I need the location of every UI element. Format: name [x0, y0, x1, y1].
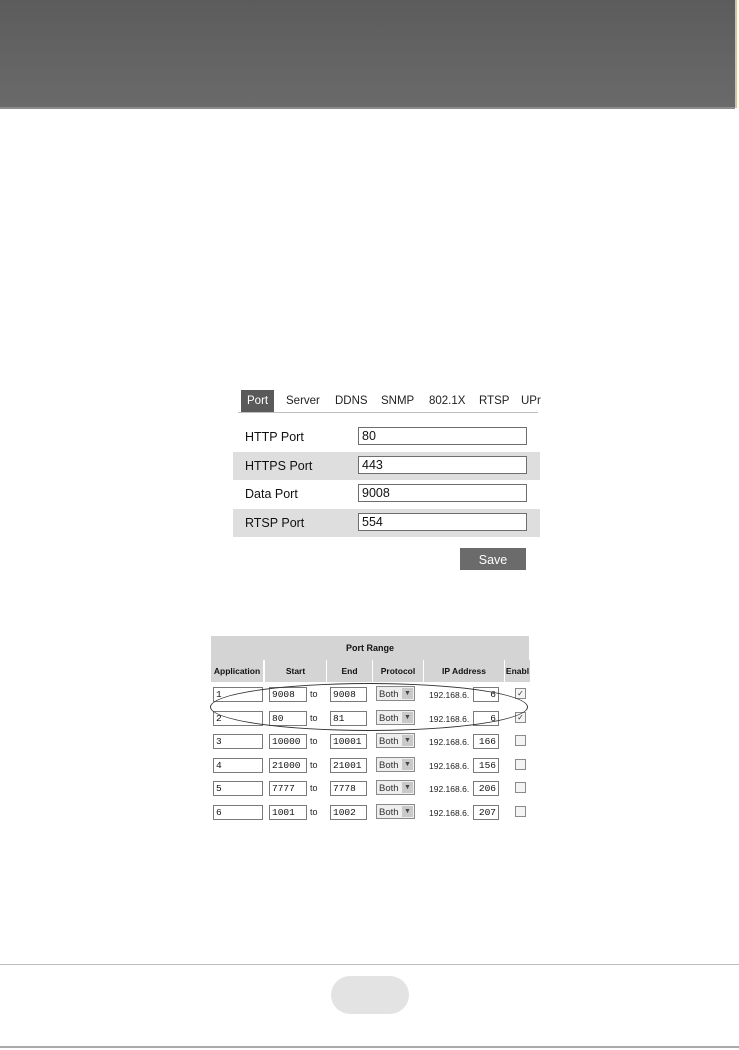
tab-rtsp[interactable]: RTSP [479, 395, 510, 407]
ip-last-octet-field[interactable]: 6 [473, 711, 499, 726]
end-port-field[interactable]: 7778 [330, 781, 367, 796]
start-port-field[interactable]: 80 [269, 711, 307, 726]
bottom-border [0, 1046, 739, 1048]
to-label: to [310, 689, 318, 699]
application-field[interactable]: 6 [213, 805, 263, 820]
col-application: Application [211, 660, 263, 682]
protocol-select[interactable] [376, 686, 415, 701]
enable-checkbox[interactable] [515, 782, 526, 793]
application-field[interactable]: 4 [213, 758, 263, 773]
protocol-select[interactable] [376, 804, 415, 819]
chevron-down-icon: ▼ [402, 806, 413, 817]
http-port-label: HTTP Port [245, 430, 304, 444]
protocol-value: Both [379, 736, 399, 747]
protocol-value: Both [379, 712, 399, 724]
enable-checkbox[interactable] [515, 735, 526, 746]
col-end: End [326, 660, 372, 682]
end-port-field[interactable]: 81 [330, 711, 367, 726]
header-band [0, 0, 735, 109]
end-port-field[interactable]: 21001 [330, 758, 367, 773]
start-port-field[interactable]: 1001 [269, 805, 307, 820]
ip-last-octet-field[interactable]: 166 [473, 734, 499, 749]
ip-last-octet-field[interactable]: 206 [473, 781, 499, 796]
https-port-label: HTTPS Port [245, 459, 313, 473]
data-port-label: Data Port [245, 487, 298, 501]
save-button[interactable]: Save [460, 548, 526, 570]
to-label: to [310, 759, 318, 770]
table-row [211, 801, 529, 824]
protocol-select[interactable] [376, 780, 415, 795]
ip-prefix-label: 192.168.6. [429, 713, 470, 724]
chevron-down-icon: ▼ [402, 712, 413, 723]
table-row [211, 730, 529, 753]
tab-server[interactable]: Server [286, 395, 320, 407]
https-port-row [233, 452, 540, 480]
protocol-value: Both [379, 783, 399, 794]
start-port-field[interactable]: 10000 [269, 734, 307, 749]
chevron-down-icon: ▼ [402, 735, 413, 746]
application-field[interactable]: 5 [213, 781, 263, 796]
ip-prefix-label: 192.168.6. [429, 737, 470, 747]
chevron-down-icon: ▼ [402, 759, 413, 770]
enable-checkbox[interactable]: ✓ [515, 712, 526, 723]
ip-prefix-label: 192.168.6. [429, 784, 470, 794]
to-label: to [310, 736, 318, 746]
protocol-value: Both [379, 689, 399, 700]
end-port-field[interactable]: 10001 [330, 734, 367, 749]
tab-divider [238, 412, 538, 413]
rtsp-port-row [233, 509, 540, 537]
rtsp-port-field[interactable] [358, 513, 527, 531]
data-port-row [233, 480, 540, 508]
tab-snmp[interactable]: SNMP [381, 395, 415, 407]
ip-last-octet-field[interactable]: 207 [473, 805, 499, 820]
table-row [211, 683, 529, 706]
enable-checkbox[interactable]: ✓ [515, 688, 526, 699]
col-protocol: Protocol [372, 660, 423, 682]
chevron-down-icon: ▼ [402, 782, 413, 793]
end-port-field[interactable]: 9008 [330, 687, 367, 702]
ip-last-octet-field[interactable]: 6 [473, 687, 499, 702]
start-port-field[interactable]: 9008 [269, 687, 307, 702]
enable-checkbox[interactable] [515, 806, 526, 817]
tab-ddns[interactable]: DDNS [335, 395, 368, 407]
ip-prefix-label: 192.168.6. [429, 690, 470, 700]
settings-tabs [233, 388, 542, 414]
col-enable: Enabl [504, 660, 530, 682]
col-start: Start [264, 660, 326, 682]
protocol-value: Both [379, 806, 399, 818]
protocol-select[interactable] [376, 733, 415, 748]
table-row [211, 754, 529, 777]
rtsp-port-label: RTSP Port [245, 516, 305, 530]
application-field[interactable]: 2 [213, 711, 263, 726]
protocol-select[interactable] [376, 757, 415, 772]
header-edge-accent [735, 0, 737, 108]
data-port-field[interactable] [358, 484, 527, 502]
ip-prefix-label: 192.168.6. [429, 807, 470, 818]
http-port-field[interactable] [358, 427, 527, 445]
protocol-select[interactable] [376, 710, 415, 725]
ip-last-octet-field[interactable]: 156 [473, 758, 499, 773]
port-settings-panel [233, 388, 542, 578]
start-port-field[interactable]: 7777 [269, 781, 307, 796]
application-field[interactable]: 1 [213, 687, 263, 702]
http-port-row [233, 423, 540, 451]
page-number-badge [331, 976, 409, 1014]
to-label: to [310, 783, 318, 793]
enable-checkbox[interactable] [515, 759, 526, 770]
chevron-down-icon: ▼ [402, 688, 413, 699]
tab-8021x[interactable]: 802.1X [429, 395, 466, 407]
tab-port[interactable]: Port [241, 390, 274, 412]
application-field[interactable]: 3 [213, 734, 263, 749]
end-port-field[interactable]: 1002 [330, 805, 367, 820]
to-label: to [310, 806, 318, 817]
col-ip-address: IP Address [423, 660, 504, 682]
protocol-value: Both [379, 759, 399, 771]
ip-prefix-label: 192.168.6. [429, 760, 470, 771]
tab-upnp[interactable]: UPr [521, 395, 541, 407]
port-range-title: Port Range [211, 636, 529, 660]
footer-divider [0, 964, 739, 965]
start-port-field[interactable]: 21000 [269, 758, 307, 773]
table-row [211, 707, 529, 730]
https-port-field[interactable] [358, 456, 527, 474]
port-range-table [211, 636, 530, 818]
to-label: to [310, 712, 318, 723]
table-row [211, 777, 529, 800]
